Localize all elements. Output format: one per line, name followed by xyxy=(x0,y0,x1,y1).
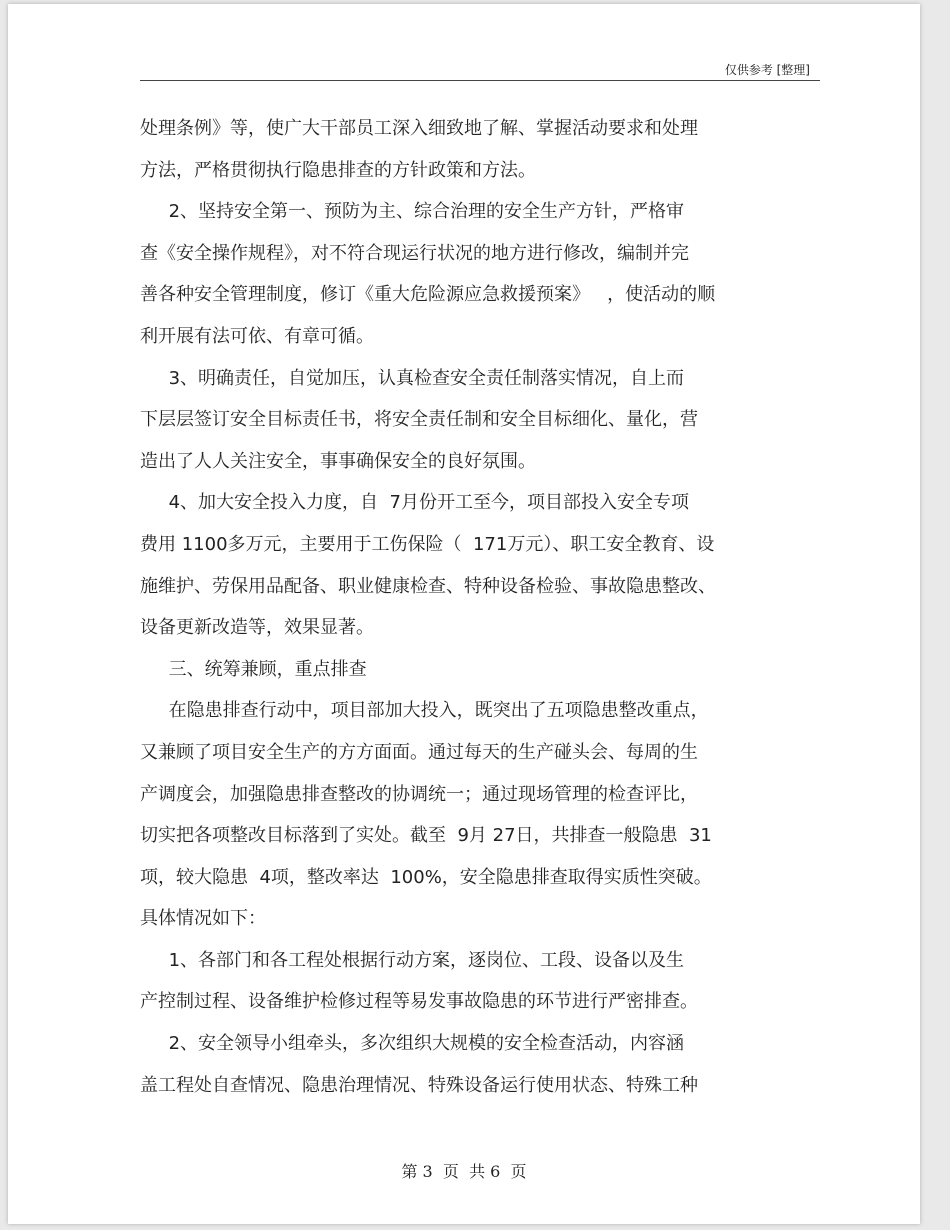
text-line: 2、安全领导小组牵头，多次组织大规模的安全检查活动，内容涵 xyxy=(140,1033,685,1055)
text-line: 费用 1100多万元，主要用于工伤保险（ 171万元）、职工安全教育、设 xyxy=(140,533,715,555)
page-header: 仅供参考 [整理] xyxy=(724,63,810,77)
text-line: 切实把各项整改目标落到了实处。截至 9月 27日，共排查一般隐患 31 xyxy=(140,825,712,847)
text-line: 施维护、劳保用品配备、职业健康检查、特种设备检验、事故隐患整改、 xyxy=(140,575,716,597)
text-line: 善各种安全管理制度，修订《重大危险源应急救援预案》 ，使活动的顺 xyxy=(140,284,716,306)
text-line: 盖工程处自查情况、隐患治理情况、特殊设备运行使用状态、特殊工种 xyxy=(140,1074,698,1096)
text-line: 方法，严格贯彻执行隐患排查的方针政策和方法。 xyxy=(140,159,536,181)
text-line: 下层层签订安全目标责任书，将安全责任制和安全目标细化、量化，营 xyxy=(140,409,698,431)
text-line: 4、加大安全投入力度，自 7月份开工至今，项目部投入安全专项 xyxy=(140,492,689,514)
text-line: 在隐患排查行动中，项目部加大投入，既突出了五项隐患整改重点， xyxy=(140,700,709,722)
text-line: 1、各部门和各工程处根据行动方案，逐岗位、工段、设备以及生 xyxy=(140,949,685,971)
text-line: 三、统筹兼顾，重点排查 xyxy=(140,658,367,680)
page-footer: 第 3 页 共 6 页 xyxy=(401,1162,527,1181)
text-line: 具体情况如下： xyxy=(140,908,266,930)
text-line: 又兼顾了项目安全生产的方方面面。通过每天的生产碰头会、每周的生 xyxy=(140,741,698,763)
text-line: 造出了人人关注安全，事事确保安全的良好氛围。 xyxy=(140,450,536,472)
document-body xyxy=(140,114,820,1112)
header-divider xyxy=(140,80,820,81)
text-line: 设备更新改造等，效果显著。 xyxy=(140,617,374,639)
text-line: 产调度会，加强隐患排查整改的协调统一；通过现场管理的检查评比， xyxy=(140,783,698,805)
text-line: 产控制过程、设备维护检修过程等易发事故隐患的环节进行严密排查。 xyxy=(140,991,698,1013)
document-page xyxy=(8,4,920,1224)
text-line: 处理条例》等，使广大干部员工深入细致地了解、掌握活动要求和处理 xyxy=(140,118,698,139)
text-line: 2、坚持安全第一、预防为主、综合治理的安全生产方针，严格审 xyxy=(140,201,685,223)
text-line: 3、明确责任，自觉加压，认真检查安全责任制落实情况，自上而 xyxy=(140,367,685,389)
text-line: 项，较大隐患 4项，整改率达 100%，安全隐患排查取得实质性突破。 xyxy=(140,866,712,888)
text-line: 查《安全操作规程》，对不符合现运行状况的地方进行修改，编制并完 xyxy=(140,242,689,264)
text-line: 利开展有法可依、有章可循。 xyxy=(140,325,374,347)
